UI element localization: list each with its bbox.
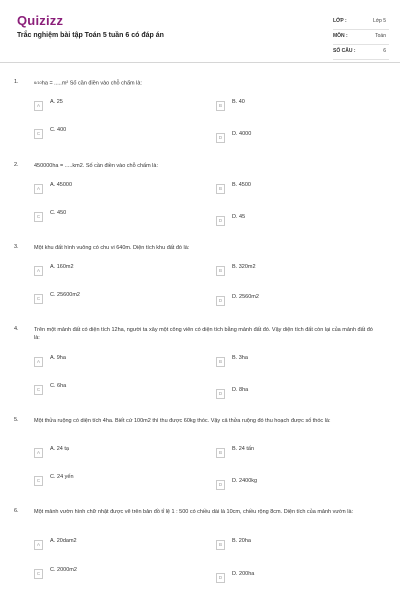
- meta-row-subject: [333, 30, 389, 45]
- option-letter: C: [34, 569, 43, 579]
- option-text: C. 450: [50, 210, 67, 216]
- option-letter: B: [216, 448, 225, 458]
- question-text: 450000ha = .....km2. Số cần điền vào chỗ chấm là:: [34, 163, 158, 169]
- option-letter: D: [216, 216, 225, 226]
- meta-value: Toán: [375, 33, 386, 39]
- option-letter: A: [34, 357, 43, 367]
- option-text: A. 9ha: [50, 355, 66, 361]
- option-text: C. 400: [50, 127, 67, 133]
- option-text: C. 24 yến: [50, 474, 74, 480]
- option-text: D. 4000: [232, 131, 252, 137]
- meta-label: MÔN :: [333, 33, 348, 39]
- option-text: C. 6ha: [50, 383, 67, 389]
- option-text: A. 45000: [50, 182, 73, 188]
- option-letter: B: [216, 184, 225, 194]
- option-letter: D: [216, 133, 225, 143]
- question-text: Một khu đất hình vuông có chu vi 640m. Diện tích khu đất đó là:: [34, 245, 190, 251]
- option-letter: D: [216, 480, 225, 490]
- worksheet-header: [0, 0, 400, 63]
- option-text: A. 25: [50, 99, 63, 105]
- option-letter: C: [34, 212, 43, 222]
- option-text: D. 45: [232, 214, 246, 220]
- option-letter: A: [34, 266, 43, 276]
- question-number: 3.: [14, 244, 19, 250]
- question-text-body: ha = .....m² Số cần điền vào chỗ chấm là:: [41, 80, 142, 87]
- meta-label: SỐ CÂU :: [333, 48, 356, 54]
- meta-row-class: [333, 15, 389, 30]
- option-letter: A: [34, 540, 43, 550]
- meta-value: 6: [383, 48, 386, 54]
- option-letter: D: [216, 296, 225, 306]
- option-letter: C: [34, 385, 43, 395]
- question-text: Trên một mảnh đất có diện tích 12ha, người ta xây một công viên có diện tích bằng mảnh đất đó. Vậy diện tích đất còn lại của mảnh đất đó là:: [34, 327, 373, 341]
- option-text: C. 25600m2: [50, 292, 80, 298]
- option-text: B. 20ha: [232, 538, 251, 544]
- option-text: A. 160m2: [50, 264, 74, 270]
- option-text: B. 4500: [232, 182, 251, 188]
- option-letter: D: [216, 573, 225, 583]
- option-text: C. 2000m2: [50, 567, 77, 573]
- option-letter: B: [216, 101, 225, 111]
- fraction: 6/10: [34, 80, 42, 85]
- option-text: B. 3ha: [232, 355, 248, 361]
- option-text: B. 320m2: [232, 264, 256, 270]
- option-text: D. 8ha: [232, 387, 249, 393]
- question-number: 4.: [14, 326, 19, 332]
- option-letter: A: [34, 184, 43, 194]
- question-text: Một mảnh vườn hình chữ nhật được vẽ trên bản đồ tỉ lệ 1 : 500 có chiều dài là 10cm, chiều rộng 8cm. Diện tích của mảnh vườn là:: [34, 509, 354, 515]
- meta-value: Lớp 5: [372, 18, 386, 24]
- option-letter: D: [216, 389, 225, 399]
- option-text: B. 24 tấn: [232, 446, 255, 452]
- option-letter: C: [34, 129, 43, 139]
- option-text: B. 40: [232, 99, 245, 105]
- meta-row-count: [333, 45, 389, 60]
- option-letter: C: [34, 294, 43, 304]
- worksheet-title: Trắc nghiệm bài tập Toán 5 tuần 6 có đáp án: [17, 32, 164, 39]
- question-text: Một thửa ruộng có diện tích 4ha. Biết cứ 100m2 thì thu được 60kg thóc. Vậy cả thửa ruộng đó thu hoạch được số thóc là:: [34, 418, 331, 424]
- option-letter: A: [34, 101, 43, 111]
- meta-label: LỚP :: [333, 18, 347, 24]
- question-number: 6.: [14, 508, 19, 514]
- question-text: [34, 79, 374, 87]
- option-text: D. 2400kg: [232, 478, 258, 484]
- option-letter: B: [216, 266, 225, 276]
- question-number: 2.: [14, 162, 19, 168]
- question-number: 5.: [14, 417, 19, 423]
- option-text: D. 2560m2: [232, 294, 259, 300]
- option-letter: C: [34, 476, 43, 486]
- option-text: A. 20dam2: [50, 538, 77, 544]
- option-letter: B: [216, 540, 225, 550]
- question-number: 1.: [14, 79, 19, 85]
- meta-table: [333, 15, 389, 60]
- option-text: A. 24 tạ: [50, 446, 69, 452]
- option-letter: B: [216, 357, 225, 367]
- quizizz-logo: Quizizz: [17, 13, 64, 28]
- option-text: D. 200ha: [232, 571, 255, 577]
- option-letter: A: [34, 448, 43, 458]
